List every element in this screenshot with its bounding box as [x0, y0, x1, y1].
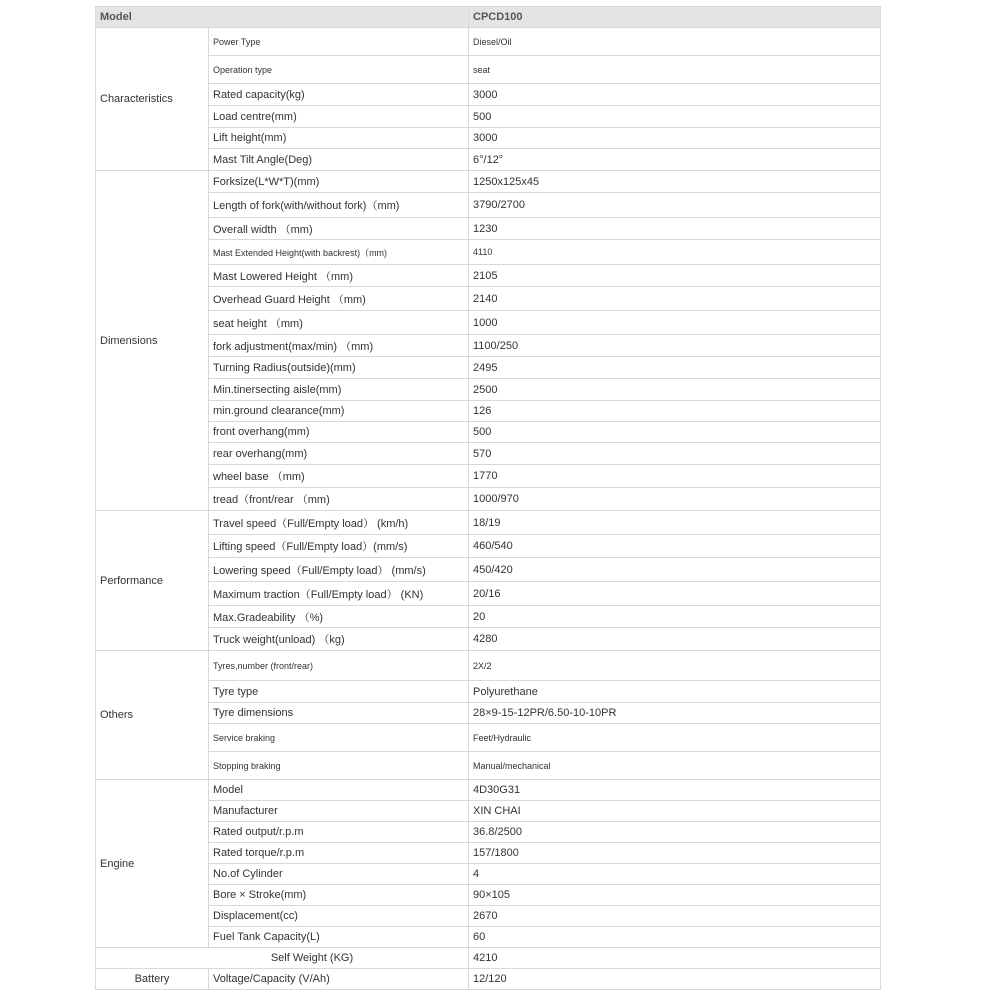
spec-label: Model — [209, 780, 469, 801]
spec-label: Mast Tilt Angle(Deg) — [209, 149, 469, 171]
spec-value: 2495 — [469, 357, 881, 379]
table-row — [96, 535, 881, 558]
spec-label: rear overhang(mm) — [209, 443, 469, 465]
spec-value: 20 — [469, 606, 881, 628]
table-row — [96, 703, 881, 724]
spec-value: 4 — [469, 864, 881, 885]
table-row — [96, 193, 881, 218]
spec-label: front overhang(mm) — [209, 422, 469, 443]
spec-label: No.of Cylinder — [209, 864, 469, 885]
spec-label: Truck weight(unload) （kg) — [209, 628, 469, 651]
spec-value: 4280 — [469, 628, 881, 651]
category-cell: Others — [96, 651, 209, 780]
spec-label: Lowering speed（Full/Empty load） (mm/s) — [209, 558, 469, 582]
table-row — [96, 885, 881, 906]
spec-value: 18/19 — [469, 511, 881, 535]
battery-row — [96, 969, 881, 990]
category-cell: Dimensions — [96, 171, 209, 511]
spec-value: 1230 — [469, 218, 881, 240]
table-row — [96, 843, 881, 864]
spec-label: Max.Gradeability （%) — [209, 606, 469, 628]
spec-value: 36.8/2500 — [469, 822, 881, 843]
spec-label: Tyres,number (front/rear) — [209, 651, 469, 681]
spec-value: 1000 — [469, 311, 881, 335]
table-row — [96, 287, 881, 311]
spec-value: 1100/250 — [469, 335, 881, 357]
spec-label: Displacement(cc) — [209, 906, 469, 927]
spec-label: Rated torque/r.p.m — [209, 843, 469, 864]
spec-label: Rated capacity(kg) — [209, 84, 469, 106]
table-row — [96, 628, 881, 651]
table-row — [96, 149, 881, 171]
table-row — [96, 822, 881, 843]
spec-value: 2670 — [469, 906, 881, 927]
table-row — [96, 335, 881, 357]
spec-label: Turning Radius(outside)(mm) — [209, 357, 469, 379]
spec-table — [95, 6, 881, 990]
table-row — [96, 465, 881, 488]
self-weight-label: Self Weight (KG) — [96, 948, 469, 969]
spec-label: Manufacturer — [209, 801, 469, 822]
table-row — [96, 752, 881, 780]
spec-value: 90×105 — [469, 885, 881, 906]
spec-value: 450/420 — [469, 558, 881, 582]
spec-label: Overall width （mm) — [209, 218, 469, 240]
header-model-value: CPCD100 — [469, 7, 881, 28]
self-weight-value: 4210 — [469, 948, 881, 969]
spec-label: Operation type — [209, 56, 469, 84]
spec-value: 28×9-15-12PR/6.50-10-10PR — [469, 703, 881, 724]
spec-value: 60 — [469, 927, 881, 948]
spec-value: 2105 — [469, 265, 881, 287]
spec-value: 2140 — [469, 287, 881, 311]
spec-label: Bore × Stroke(mm) — [209, 885, 469, 906]
spec-label: Tyre dimensions — [209, 703, 469, 724]
spec-label: Overhead Guard Height （mm) — [209, 287, 469, 311]
spec-value: 1000/970 — [469, 488, 881, 511]
spec-value: Manual/mechanical — [469, 752, 881, 780]
table-row — [96, 511, 881, 535]
spec-value: 126 — [469, 401, 881, 422]
spec-label: Tyre type — [209, 681, 469, 703]
spec-label: Maximum traction（Full/Empty load） (KN) — [209, 582, 469, 606]
spec-label: tread（front/rear （mm) — [209, 488, 469, 511]
spec-value: 500 — [469, 106, 881, 128]
spec-value: 4110 — [469, 240, 881, 265]
spec-value: 3000 — [469, 128, 881, 149]
spec-value: 4D30G31 — [469, 780, 881, 801]
table-row — [96, 681, 881, 703]
spec-value: 570 — [469, 443, 881, 465]
table-row — [96, 171, 881, 193]
spec-value: 3000 — [469, 84, 881, 106]
table-row — [96, 56, 881, 84]
table-row — [96, 106, 881, 128]
table-row — [96, 606, 881, 628]
spec-label: Lift height(mm) — [209, 128, 469, 149]
spec-label: min.ground clearance(mm) — [209, 401, 469, 422]
spec-label: wheel base （mm) — [209, 465, 469, 488]
table-row — [96, 422, 881, 443]
table-row — [96, 801, 881, 822]
table-row — [96, 906, 881, 927]
spec-value: 20/16 — [469, 582, 881, 606]
spec-label: Min.tinersecting aisle(mm) — [209, 379, 469, 401]
battery-label: Voltage/Capacity (V/Ah) — [209, 969, 469, 990]
spec-label: Fuel Tank Capacity(L) — [209, 927, 469, 948]
table-row — [96, 558, 881, 582]
table-row — [96, 265, 881, 287]
battery-category: Battery — [96, 969, 209, 990]
table-row — [96, 379, 881, 401]
spec-label: Rated output/r.p.m — [209, 822, 469, 843]
spec-value: 460/540 — [469, 535, 881, 558]
spec-label: Mast Extended Height(with backrest)（mm) — [209, 240, 469, 265]
spec-value: 2X/2 — [469, 651, 881, 681]
category-cell: Characteristics — [96, 28, 209, 171]
table-row — [96, 443, 881, 465]
self-weight-row — [96, 948, 881, 969]
table-row — [96, 84, 881, 106]
category-cell: Performance — [96, 511, 209, 651]
category-cell: Engine — [96, 780, 209, 948]
table-row — [96, 724, 881, 752]
spec-label: Mast Lowered Height （mm) — [209, 265, 469, 287]
spec-label: Power Type — [209, 28, 469, 56]
table-row — [96, 401, 881, 422]
spec-label: Length of fork(with/without fork)（mm) — [209, 193, 469, 218]
spec-label: Travel speed（Full/Empty load） (km/h) — [209, 511, 469, 535]
table-row — [96, 218, 881, 240]
spec-value: 1770 — [469, 465, 881, 488]
spec-value: 157/1800 — [469, 843, 881, 864]
table-row — [96, 128, 881, 149]
spec-value: 1250x125x45 — [469, 171, 881, 193]
spec-table-body — [96, 7, 881, 990]
spec-value: 2500 — [469, 379, 881, 401]
spec-label: Service braking — [209, 724, 469, 752]
spec-label: Forksize(L*W*T)(mm) — [209, 171, 469, 193]
table-header-row — [96, 7, 881, 28]
spec-label: Lifting speed（Full/Empty load）(mm/s) — [209, 535, 469, 558]
battery-value: 12/120 — [469, 969, 881, 990]
table-row — [96, 488, 881, 511]
spec-value: Diesel/Oil — [469, 28, 881, 56]
spec-value: 500 — [469, 422, 881, 443]
spec-value: seat — [469, 56, 881, 84]
spec-value: XIN CHAI — [469, 801, 881, 822]
spec-label: fork adjustment(max/min) （mm) — [209, 335, 469, 357]
spec-value: 3790/2700 — [469, 193, 881, 218]
spec-label: seat height （mm) — [209, 311, 469, 335]
spec-label: Load centre(mm) — [209, 106, 469, 128]
table-row — [96, 780, 881, 801]
table-row — [96, 864, 881, 885]
header-label: Model — [96, 7, 469, 28]
spec-value: Feet/Hydraulic — [469, 724, 881, 752]
table-row — [96, 28, 881, 56]
spec-value: Polyurethane — [469, 681, 881, 703]
table-row — [96, 927, 881, 948]
spec-value: 6°/12° — [469, 149, 881, 171]
table-row — [96, 582, 881, 606]
table-row — [96, 357, 881, 379]
spec-label: Stopping braking — [209, 752, 469, 780]
table-row — [96, 311, 881, 335]
table-row — [96, 651, 881, 681]
table-row — [96, 240, 881, 265]
